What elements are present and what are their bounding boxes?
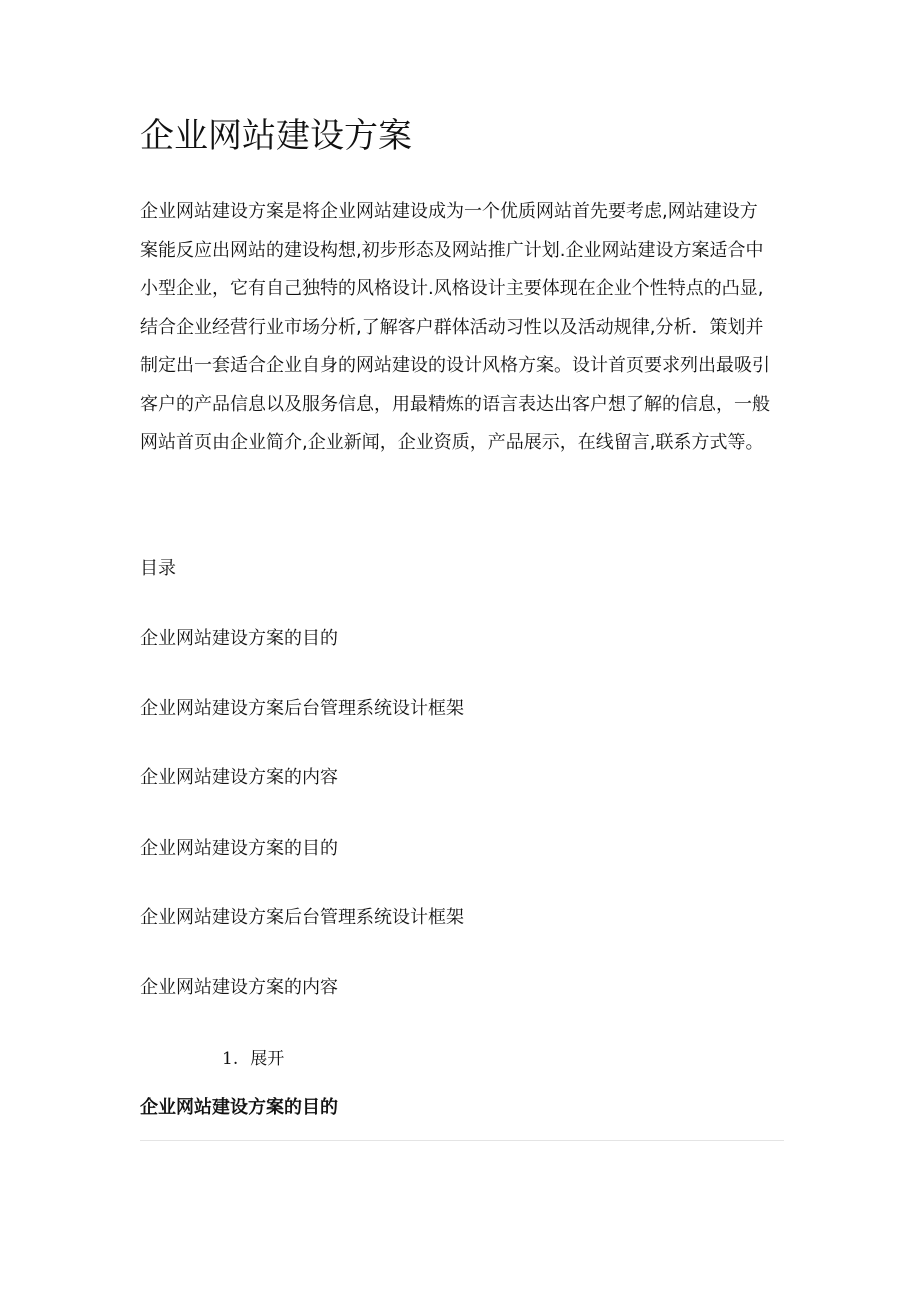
toc-heading: 目录	[140, 558, 176, 579]
toc-link-purpose[interactable]: 企业网站建设方案的目的	[140, 838, 338, 859]
toc-link-content[interactable]: 企业网站建设方案的内容	[140, 977, 338, 998]
expand-label: 展开	[250, 1049, 285, 1069]
toc-link-purpose[interactable]: 企业网站建设方案的目的	[140, 628, 338, 649]
expand-number: 1.	[222, 1049, 239, 1069]
intro-line: 客户的产品信息以及服务信息，用最精炼的语言表达出客户想了解的信息，一般	[140, 393, 770, 415]
intro-line: 案能反应出网站的建设构想,初步形态及网站推广计划.企业网站建设方案适合中	[140, 239, 764, 261]
intro-line: 网站首页由企业简介,企业新闻，企业资质，产品展示，在线留言,联系方式等。	[140, 432, 764, 453]
section-divider	[140, 1140, 784, 1141]
intro-line: 结合企业经营行业市场分析,了解客户群体活动习性以及活动规律,分析．策划并	[140, 316, 764, 338]
toc-link-content[interactable]: 企业网站建设方案的内容	[140, 767, 338, 788]
expand-toggle[interactable]	[222, 1046, 284, 1072]
intro-line: 制定出一套适合企业自身的网站建设的设计风格方案。设计首页要求列出最吸引	[140, 355, 770, 376]
section-heading: 企业网站建设方案的目的	[140, 1097, 338, 1118]
intro-line: 企业网站建设方案是将企业网站建设成为一个优质网站首先要考虑,网站建设方	[140, 201, 758, 222]
document-title: 企业网站建设方案	[140, 116, 412, 156]
intro-line: 小型企业，它有自己独特的风格设计.风格设计主要体现在企业个性特点的凸显,	[140, 278, 764, 299]
toc-link-backend-framework[interactable]: 企业网站建设方案后台管理系统设计框架	[140, 698, 464, 719]
toc-link-backend-framework[interactable]: 企业网站建设方案后台管理系统设计框架	[140, 907, 464, 928]
intro-paragraph	[140, 193, 790, 463]
